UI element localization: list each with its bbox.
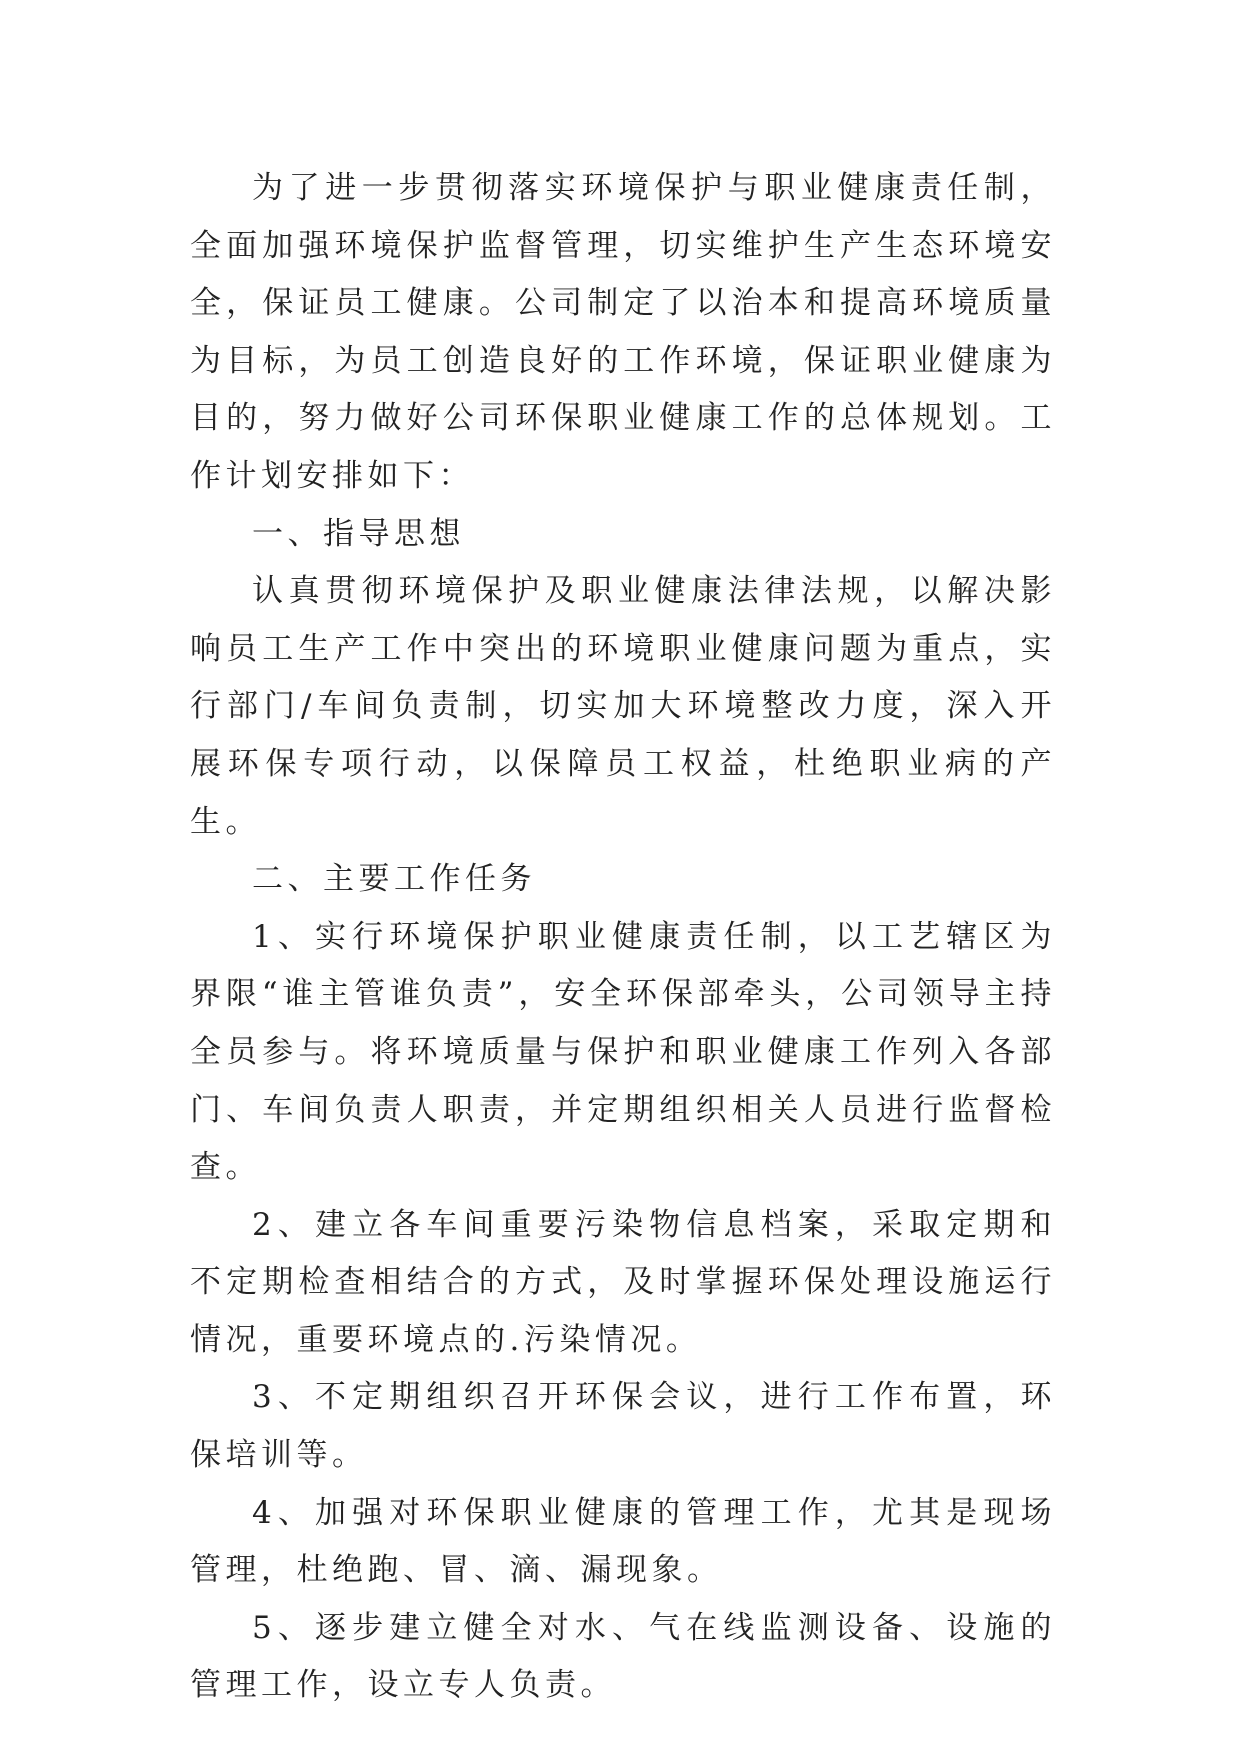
task-item-4: 4、加强对环保职业健康的管理工作，尤其是现场管理，杜绝跑、冒、滴、漏现象。: [190, 1494, 1056, 1589]
task-item-5: 5、逐步建立健全对水、气在线监测设备、设施的管理工作，设立专人负责。: [190, 1609, 1056, 1704]
task-item-2: 2、建立各车间重要污染物信息档案，采取定期和不定期检查相结合的方式，及时掌握环保处理设施运行情况，重要环境点的.污染情况。: [190, 1206, 1056, 1358]
section-heading-main-tasks: 二、主要工作任务: [252, 861, 536, 898]
document-body: [190, 160, 1056, 1715]
intro-paragraph: 为了进一步贯彻落实环境保护与职业健康责任制，全面加强环境保护监督管理，切实维护生产生态环境安全，保证员工健康。公司制定了以治本和提高环境质量为目标，为员工创造良好的工作环境，保证职业健康为目的，努力做好公司环保职业健康工作的总体规划。工作计划安排如下：: [190, 170, 1056, 494]
guiding-ideology-paragraph: 认真贯彻环境保护及职业健康法律法规，以解决影响员工生产工作中突出的环境职业健康问题为重点，实行部门/车间负责制，切实加大环境整改力度，深入开展环保专项行动，以保障员工权益，杜绝职业病的产生。: [190, 573, 1056, 840]
task-item-3: 3、不定期组织召开环保会议，进行工作布置，环保培训等。: [190, 1379, 1056, 1474]
section-heading-guiding-ideology: 一、指导思想: [252, 515, 465, 552]
task-item-1: 1、实行环境保护职业健康责任制，以工艺辖区为界限“谁主管谁负责”，安全环保部牵头，公司领导主持全员参与。将环境质量与保护和职业健康工作列入各部门、车间负责人职责，并定期组织相关人员进行监督检查。: [190, 918, 1056, 1186]
